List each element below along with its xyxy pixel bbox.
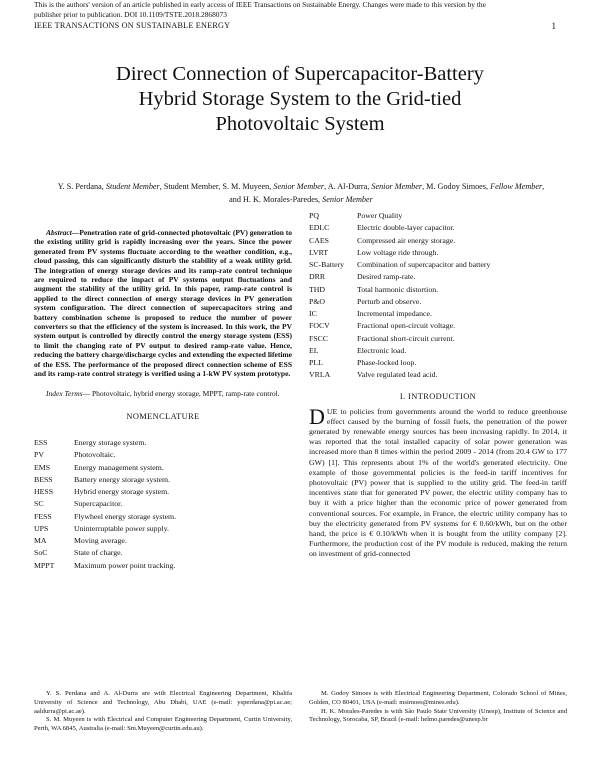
nomenclature-def: Energy management system. bbox=[74, 462, 164, 472]
nomenclature-row bbox=[309, 345, 567, 357]
nomenclature-abbr: PQ bbox=[309, 211, 319, 220]
nomenclature-row bbox=[34, 437, 292, 449]
publication-notice: This is the authors' version of an article published in early access of IEEE Transactions on Sustainable Energy. Changes were made to this version by the publisher prior to publication. DOI 10.1109/TSTE.2018.2868073 bbox=[34, 0, 486, 19]
nomenclature-abbr: PV bbox=[34, 450, 44, 460]
nomenclature-abbr: EDLC bbox=[309, 223, 330, 233]
nomenclature-row bbox=[309, 235, 567, 247]
nomenclature-abbr: MA bbox=[34, 536, 47, 546]
footnotes-right bbox=[309, 690, 567, 725]
nomenclature-def: Phase-locked loop. bbox=[357, 358, 417, 367]
nomenclature-def: Fractional open-circuit voltage. bbox=[357, 321, 456, 331]
nomenclature-def: Low voltage ride through. bbox=[357, 247, 439, 257]
nomenclature-def: Perturb and observe. bbox=[357, 296, 422, 306]
nomenclature-def: Fractional short-circuit current. bbox=[357, 333, 455, 343]
nomenclature-row bbox=[34, 449, 292, 461]
footnote-affiliation: H. K. Morales-Paredes is with São Paulo State University (Unesp), Institute of Science and Technology, Sorocaba, SP, Brazil (e-mail: helmo.paredes@unesp.br bbox=[309, 707, 567, 724]
left-column bbox=[34, 228, 292, 572]
introduction-title: I. INTRODUCTION bbox=[399, 391, 477, 401]
nomenclature-row bbox=[309, 259, 567, 271]
nomenclature-abbr: CAES bbox=[309, 235, 329, 245]
introduction-body: UE to policies from governments around the world to reduce greenhouse effect caused by the burning of fossil fuels, the penetration of the power generated by renewable energy sources has been increasing rapidly. In 2014, it was reported that the total installed capacity of solar power generation was increased more than 8 times within the period 2009 - 2014 (from 20.4 GW to 177 GW) [1]. This represents about 1% of the world's generated electricity. One example of those governmental policies is the feed-in tariff incentives for photovoltaic (PV) power that is supplied to the utility grid. The feed-in tariff incentives state that for generated PV power, the electric utility company has to buy it with a price higher than the economic price of power generated from conventional sources. For example, in France, the electric utility company has to buy the electricity generated from PV systems for € 0.60/kWh, but on the other hand, the price is € 0.10/kWh when it is bought from the utility company [2]. Furthermore, the production cost of the PV module is reduced, making the return on investment of grid-connected bbox=[309, 406, 567, 559]
nomenclature-row bbox=[34, 498, 292, 510]
index-terms-label: Index Terms bbox=[46, 388, 83, 398]
nomenclature-def: Desired ramp-rate. bbox=[357, 272, 416, 282]
nomenclature-def: Hybrid energy storage system. bbox=[74, 487, 170, 497]
nomenclature-abbr: VRLA bbox=[309, 370, 331, 380]
author-list bbox=[56, 180, 546, 206]
journal-header: IEEE TRANSACTIONS ON SUSTAINABLE ENERGY bbox=[34, 21, 231, 30]
author-role: Senior Member bbox=[273, 182, 325, 191]
nomenclature-abbr: P&O bbox=[309, 296, 326, 306]
nomenclature-def: Uninterruptable power supply. bbox=[74, 523, 169, 533]
footnote-affiliation: Y. S. Perdana and A. Al-Durra are with Electrical Engineering Department, Khalifa University of Science and Technology, Abu Dhabi, UAE (e-mail: ysperdana@pi.ac.ae; aaldurra@pi.ac.ae). bbox=[34, 690, 292, 715]
nomenclature-def: Moving average. bbox=[74, 536, 127, 546]
right-column bbox=[309, 210, 567, 560]
nomenclature-title: NOMENCLATURE bbox=[126, 412, 200, 422]
nomenclature-def: Incremental impedance. bbox=[357, 309, 432, 318]
drop-cap: D bbox=[309, 403, 325, 429]
nomenclature-abbr: THD bbox=[309, 284, 326, 294]
footnote-affiliation: S. M. Muyeen is with Electrical and Computer Engineering Department, Curtin University, Perth, WA 6845, Australia (e-mail: Sm.Muyeen@curtin.edu.au). bbox=[34, 716, 292, 733]
nomenclature-row bbox=[309, 247, 567, 259]
nomenclature-def: Photovoltaic. bbox=[74, 450, 116, 460]
nomenclature-def: Total harmonic distortion. bbox=[357, 284, 439, 294]
nomenclature-row bbox=[309, 357, 567, 369]
nomenclature-abbr: SC bbox=[34, 499, 44, 509]
nomenclature-abbr: EL bbox=[309, 345, 319, 355]
footnote-affiliation: M. Godoy Simoes is with Electrical Engineering Department, Colorado School of Mines, Golden, CO 80401, USA (e-mail: msimoes@mines.edu). bbox=[309, 690, 567, 706]
nomenclature-abbr: BESS bbox=[34, 474, 53, 484]
index-terms bbox=[34, 389, 292, 399]
nomenclature-def: Power Quality bbox=[357, 211, 403, 220]
nomenclature-def: Maximum power point tracking. bbox=[74, 560, 176, 570]
nomenclature-abbr: SC-Battery bbox=[309, 260, 345, 269]
nomenclature-row bbox=[34, 547, 292, 559]
nomenclature-def: Valve regulated lead acid. bbox=[357, 370, 438, 380]
nomenclature-row bbox=[34, 523, 292, 535]
nomenclature-def: Supercapacitor. bbox=[74, 499, 123, 509]
nomenclature-row bbox=[309, 284, 567, 296]
nomenclature-abbr: ESS bbox=[34, 438, 48, 448]
nomenclature-abbr: EMS bbox=[34, 462, 51, 472]
author-name: , Student Member, S. M. Muyeen, bbox=[159, 182, 274, 191]
author-role: Senior Member bbox=[371, 182, 423, 191]
nomenclature-abbr: FSCC bbox=[309, 333, 329, 343]
nomenclature-def: Flywheel energy storage system. bbox=[74, 511, 177, 521]
nomenclature-row bbox=[34, 462, 292, 474]
author-name: , and H. K. Morales-Paredes, bbox=[229, 182, 545, 204]
nomenclature-row bbox=[34, 511, 292, 523]
nomenclature-def: Compressed air energy storage. bbox=[357, 235, 456, 245]
nomenclature-abbr: UPS bbox=[34, 523, 49, 533]
nomenclature-row bbox=[309, 222, 567, 234]
nomenclature-row bbox=[309, 271, 567, 283]
nomenclature-abbr: IC bbox=[309, 309, 317, 318]
nomenclature-list-right bbox=[309, 210, 567, 382]
index-terms-text: — Photovoltaic, hybrid energy storage, MPPT, ramp-rate control. bbox=[82, 388, 280, 398]
nomenclature-def: Electronic load. bbox=[357, 345, 407, 355]
nomenclature-row bbox=[309, 296, 567, 308]
author-role: Senior Member bbox=[322, 195, 373, 204]
title-line: Hybrid Storage System to the Grid-tied bbox=[138, 88, 462, 110]
author-name: , A. Al-Durra, bbox=[324, 182, 372, 191]
nomenclature-abbr: SoC bbox=[34, 548, 48, 558]
nomenclature-abbr: MPPT bbox=[34, 560, 55, 570]
nomenclature-abbr: DRR bbox=[309, 272, 326, 282]
nomenclature-list-left bbox=[34, 437, 292, 572]
nomenclature-abbr: LVRT bbox=[309, 247, 329, 257]
footnotes-left bbox=[34, 690, 292, 734]
nomenclature-row bbox=[34, 560, 292, 572]
nomenclature-abbr: FESS bbox=[34, 511, 52, 521]
author-name: Y. S. Perdana, bbox=[57, 182, 106, 191]
nomenclature-row bbox=[34, 474, 292, 486]
title-line: Direct Connection of Supercapacitor-Battery bbox=[116, 63, 484, 85]
nomenclature-abbr: HESS bbox=[34, 487, 54, 497]
abstract-label: Abstract bbox=[46, 228, 72, 237]
nomenclature-row bbox=[309, 320, 567, 332]
page-number: 1 bbox=[551, 21, 556, 31]
nomenclature-row bbox=[309, 210, 567, 222]
paper-title bbox=[40, 62, 560, 137]
abstract bbox=[34, 228, 292, 379]
nomenclature-row bbox=[309, 369, 567, 381]
nomenclature-def: Energy storage system. bbox=[74, 438, 147, 448]
nomenclature-def: Battery energy storage system. bbox=[74, 474, 170, 484]
nomenclature-def: State of charge. bbox=[74, 548, 123, 558]
nomenclature-row bbox=[34, 535, 292, 547]
nomenclature-row bbox=[309, 333, 567, 345]
nomenclature-row bbox=[34, 486, 292, 498]
author-role: Fellow Member bbox=[490, 182, 543, 191]
nomenclature-def: Combination of supercapacitor and battery bbox=[357, 260, 491, 269]
abstract-text: —Penetration rate of grid-connected photovoltaic (PV) generation to the existing utility grid is rapidly increasing over the years. Since the power generated from PV systems fluctuate according to the weather condition, e.g., cloud passing, this can significantly disturb the stability of a weak utility grid. The integration of energy storage devices and its ramp-rate control technique are required to reduce the impact of PV systems output fluctuations and augment the stability of the utility grid. In this paper, ramp-rate control is applied to the direct connection of energy storage devices in PV generation system configuration. The direct connection of supercapacitors string and battery combination scheme is proposed to reduce the number of power converters so that the efficiency of the system is increased. In this work, the PV system output is controlled by directly control the energy storage system (ESS) to limit the changing rate of PV output to desired ramp-rate value. Hence, reducing the battery charge/discharge cycles and extending the expected lifetime of the ESS. The performance of the proposed direct connection scheme of ESS and its ramp-rate control strategy is verified using a 1-kW PV system prototype. bbox=[34, 228, 293, 379]
nomenclature-def: Electric double-layer capacitor. bbox=[357, 223, 455, 233]
nomenclature-abbr: FOCV bbox=[309, 321, 330, 331]
nomenclature-row bbox=[309, 308, 567, 320]
title-line: Photovoltaic System bbox=[215, 113, 385, 135]
introduction-text bbox=[309, 403, 567, 560]
nomenclature-abbr: PLL bbox=[309, 358, 323, 367]
author-name: , M. Godoy Simoes, bbox=[422, 182, 491, 191]
author-role: Student Member bbox=[105, 182, 160, 191]
